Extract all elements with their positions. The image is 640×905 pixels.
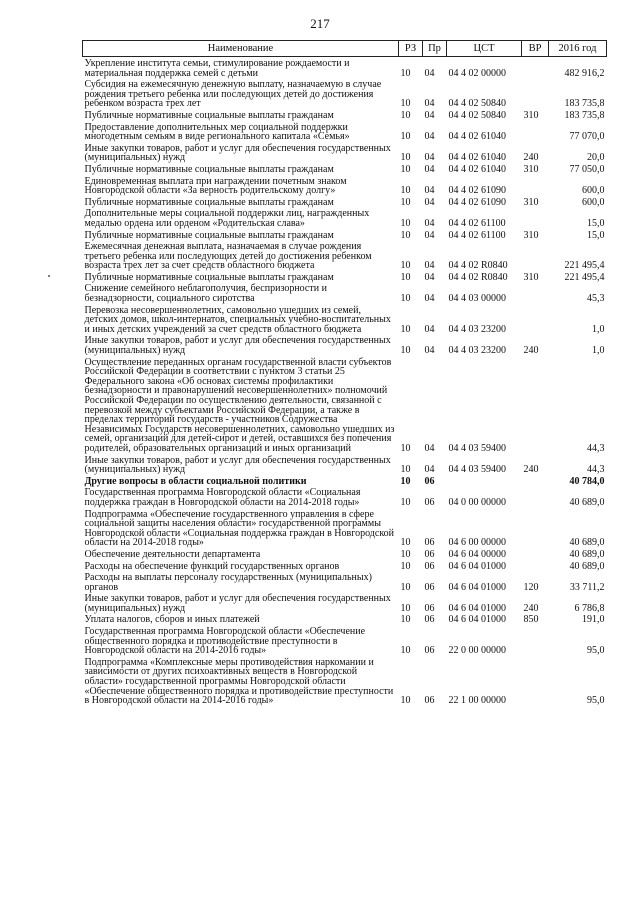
table-row <box>83 560 607 572</box>
cell-vr: 310 <box>523 109 539 121</box>
cell-rz: 10 <box>400 442 411 454</box>
cell-name: Публичные нормативные социальные выплаты гражданам <box>84 229 334 241</box>
cell-pr: 06 <box>424 537 435 549</box>
cell-amount: 600,0 <box>582 185 605 197</box>
cell-vr: 310 <box>523 163 539 175</box>
cell-rz: 10 <box>400 695 411 707</box>
scan-dot <box>48 275 50 277</box>
cell-cst: 04 4 03 59400 <box>448 464 506 476</box>
cell-name: Иные закупки товаров, работ и услуг для обеспечения государственных (муниципальных) нужд <box>84 142 391 164</box>
column-header-name: Наименование <box>83 41 399 57</box>
cell-rz: 10 <box>400 323 411 335</box>
cell-name: Публичные нормативные социальные выплаты гражданам <box>84 271 334 283</box>
cell-vr: 310 <box>523 229 539 241</box>
cell-name: Иные закупки товаров, работ и услуг для обеспечения государственных (муниципальных) нужд <box>84 454 391 476</box>
cell-rz: 10 <box>400 217 411 229</box>
cell-amount: 221 495,4 <box>564 260 605 272</box>
cell-rz: 10 <box>400 260 411 272</box>
table-row <box>83 163 607 175</box>
cell-amount: 20,0 <box>587 152 605 164</box>
cell-pr: 04 <box>424 260 435 272</box>
cell-cst: 04 4 02 R0840 <box>448 271 508 283</box>
cell-rz: 10 <box>400 614 411 626</box>
cell-amount: 95,0 <box>587 695 605 707</box>
column-header-cst: ЦСТ <box>447 41 522 57</box>
cell-vr <box>522 508 549 548</box>
table-row <box>83 271 607 283</box>
cell-rz: 10 <box>400 602 411 614</box>
cell-vr <box>522 656 549 706</box>
cell-rz: 10 <box>400 560 411 572</box>
cell-amount: 45,3 <box>587 293 605 305</box>
cell-name: Другие вопросы в области социальной политики <box>84 475 307 487</box>
cell-name: Дополнительные меры социальной поддержки лиц, награжденных медалью ордена или орденом «Родительская слава» <box>84 208 370 229</box>
table-header-row <box>83 41 607 57</box>
table-row <box>83 334 607 355</box>
cell-cst: 04 0 00 00000 <box>448 496 506 508</box>
cell-name: Обеспечение деятельности департамента <box>84 548 261 560</box>
cell-vr <box>522 121 549 142</box>
cell-pr: 06 <box>424 602 435 614</box>
cell-amount: 15,0 <box>587 229 605 241</box>
cell-rz: 10 <box>400 271 411 283</box>
cell-vr <box>522 486 549 507</box>
cell-vr: 240 <box>523 152 539 164</box>
cell-name: Ежемесячная денежная выплата, назначаемая в случае рождения третьего ребенка или последующих детей до достижения ребенком возраста трех лет за счет средств областного бюджета <box>84 241 372 272</box>
cell-cst: 04 6 04 01000 <box>448 602 506 614</box>
table-row <box>83 486 607 507</box>
cell-vr: 850 <box>523 614 539 626</box>
cell-rz: 10 <box>400 196 411 208</box>
cell-pr: 04 <box>424 109 435 121</box>
page-number: 217 <box>310 16 330 31</box>
cell-vr: 240 <box>523 464 539 476</box>
cell-amount: 1,0 <box>592 323 605 335</box>
cell-cst: 04 6 04 00000 <box>448 548 506 560</box>
budget-table <box>82 40 607 706</box>
cell-vr <box>522 625 549 656</box>
cell-pr: 06 <box>424 548 435 560</box>
cell-cst: 04 4 02 61040 <box>448 152 506 164</box>
cell-vr <box>522 304 549 335</box>
cell-cst: 04 4 02 50840 <box>448 109 506 121</box>
cell-name: Публичные нормативные социальные выплаты гражданам <box>84 109 334 121</box>
cell-amount: 44,3 <box>587 464 605 476</box>
cell-pr: 04 <box>424 67 435 79</box>
cell-rz: 10 <box>400 464 411 476</box>
cell-name: Осуществление переданных органам государственной власти субъектов Российской Федерации в соответствии с пунктом 3 статьи 25 Федерального закона «Об основах системы профилактики безнадзорности и правонарушений несовершеннолетних» полномочий Российской Федерации по осуществлению деятельности, связанной с перевозкой между субъектами Российской Федерации, а также в пределах территорий государств - участников Содружества Независимых Государств несовершеннолетних, самовольно ушедших из семей, организаций для детей-сирот и детей, оставшихся без попечения родителей, образовательных организаций и иных организаций <box>84 356 395 454</box>
table-row <box>83 454 607 475</box>
cell-pr: 06 <box>424 581 435 593</box>
cell-amount: 40 689,0 <box>569 548 605 560</box>
cell-rz: 10 <box>400 496 411 508</box>
cell-vr <box>522 57 549 79</box>
cell-rz: 10 <box>400 67 411 79</box>
cell-amount: 1,0 <box>592 345 605 357</box>
cell-pr: 04 <box>424 131 435 143</box>
column-header-year: 2016 год <box>549 41 607 57</box>
cell-cst: 04 4 02 61100 <box>448 229 506 241</box>
table-body <box>83 57 607 706</box>
cell-pr: 06 <box>424 560 435 572</box>
table-row <box>83 240 607 271</box>
cell-amount: 95,0 <box>587 645 605 657</box>
cell-amount: 33 711,2 <box>569 581 605 593</box>
cell-cst: 04 4 03 59400 <box>448 442 506 454</box>
cell-amount: 221 495,4 <box>564 271 605 283</box>
cell-rz: 10 <box>400 131 411 143</box>
cell-pr: 04 <box>424 185 435 197</box>
cell-cst: 22 0 00 00000 <box>448 645 506 657</box>
cell-vr <box>522 175 549 196</box>
cell-vr: 310 <box>523 271 539 283</box>
cell-name: Единовременная выплата при награждении почетным знаком Новгородской области «За верность родительскому долгу» <box>84 175 347 197</box>
table-row <box>83 109 607 121</box>
cell-pr: 06 <box>424 475 435 487</box>
cell-cst: 04 4 02 R0840 <box>448 260 508 272</box>
cell-pr: 04 <box>424 196 435 208</box>
column-header-pr: Пр <box>423 41 447 57</box>
cell-amount: 191,0 <box>582 614 605 626</box>
cell-vr <box>522 282 549 303</box>
cell-amount: 40 689,0 <box>569 560 605 572</box>
table-row <box>83 571 607 592</box>
cell-pr: 04 <box>424 323 435 335</box>
cell-name: Предоставление дополнительных мер социальной поддержки многодетным семьям в виде регионального капитала «Семья» <box>84 121 350 143</box>
cell-name: Подпрограмма «Обеспечение государственного управления в сфере социальной защиты населения области» государственной программы Новгородской области «Социальная поддержка граждан в Новгородской области на 2014-2018 годы» <box>84 508 395 549</box>
cell-rz: 10 <box>400 548 411 560</box>
cell-name: Перевозка несовершеннолетних, самовольно ушедших из семей, детских домов, школ-интернатов, специальных учебно-воспитательных и иных детских учреждений за счет средств областного бюджета <box>84 304 391 335</box>
cell-pr: 04 <box>424 464 435 476</box>
cell-amount: 183 735,8 <box>564 109 605 121</box>
cell-vr <box>522 475 549 487</box>
cell-cst: 04 6 04 01000 <box>448 560 506 572</box>
cell-pr: 06 <box>424 496 435 508</box>
cell-pr: 04 <box>424 229 435 241</box>
table-row <box>83 304 607 335</box>
cell-name: Иные закупки товаров, работ и услуг для обеспечения государственных (муниципальных) нужд <box>84 335 391 357</box>
cell-vr: 310 <box>523 196 539 208</box>
cell-cst: 04 4 02 61090 <box>448 196 506 208</box>
cell-cst: 04 6 00 00000 <box>448 537 506 549</box>
cell-vr <box>522 240 549 271</box>
cell-amount: 77 070,0 <box>569 131 605 143</box>
cell-name: Расходы на выплаты персоналу государственных (муниципальных) органов <box>84 572 372 593</box>
column-header-vr: ВР <box>522 41 549 57</box>
cell-name: Расходы на обеспечение функций государственных органов <box>84 560 340 572</box>
cell-name: Укрепление института семьи, стимулирование рождаемости и материальная поддержка семей с детьми <box>84 58 350 79</box>
cell-name: Публичные нормативные социальные выплаты гражданам <box>84 196 334 208</box>
table-row <box>83 78 607 109</box>
cell-cst: 04 6 04 01000 <box>448 614 506 626</box>
table-row <box>83 57 607 79</box>
cell-rz: 10 <box>400 98 411 110</box>
cell-pr: 06 <box>424 695 435 707</box>
cell-name: Иные закупки товаров, работ и услуг для обеспечения государственных (муниципальных) нужд <box>84 593 391 614</box>
cell-pr: 04 <box>424 442 435 454</box>
cell-vr <box>522 356 549 454</box>
cell-vr: 240 <box>523 602 539 614</box>
cell-vr: 120 <box>523 581 539 593</box>
table-row <box>83 229 607 241</box>
cell-name: Публичные нормативные социальные выплаты гражданам <box>84 163 334 175</box>
cell-rz: 10 <box>400 185 411 197</box>
cell-vr <box>522 548 549 560</box>
cell-pr: 04 <box>424 217 435 229</box>
cell-rz: 10 <box>400 109 411 121</box>
cell-rz: 10 <box>400 537 411 549</box>
cell-rz: 10 <box>400 475 411 487</box>
cell-cst: 04 4 03 23200 <box>448 345 506 357</box>
table-row <box>83 196 607 208</box>
cell-cst: 04 4 03 00000 <box>448 293 506 305</box>
table-row <box>83 592 607 613</box>
cell-pr: 04 <box>424 345 435 357</box>
column-header-rz: РЗ <box>399 41 423 57</box>
cell-cst: 04 4 02 61100 <box>448 217 506 229</box>
table-row <box>83 475 607 487</box>
cell-name: Уплата налогов, сборов и иных платежей <box>84 614 260 626</box>
cell-amount: 77 050,0 <box>569 163 605 175</box>
cell-cst <box>447 475 522 487</box>
cell-name: Снижение семейного неблагополучия, беспризорности и безнадзорности, социального сиротства <box>84 283 327 305</box>
cell-amount: 6 786,8 <box>574 602 605 614</box>
cell-amount: 40 689,0 <box>569 496 605 508</box>
table-row <box>83 142 607 163</box>
table-row <box>83 625 607 656</box>
cell-pr: 06 <box>424 645 435 657</box>
cell-name: Государственная программа Новгородской области «Социальная поддержка граждан в Новгородской области на 2014-2018 годы» <box>84 487 361 508</box>
table-row <box>83 356 607 454</box>
cell-amount: 482 916,2 <box>564 67 605 79</box>
table-row <box>83 207 607 228</box>
cell-pr: 06 <box>424 614 435 626</box>
table-row <box>83 175 607 196</box>
table-row <box>83 656 607 706</box>
cell-pr: 04 <box>424 271 435 283</box>
cell-amount: 15,0 <box>587 217 605 229</box>
cell-rz: 10 <box>400 163 411 175</box>
cell-rz: 10 <box>400 152 411 164</box>
cell-cst: 22 1 00 00000 <box>448 695 506 707</box>
cell-amount: 44,3 <box>587 442 605 454</box>
cell-rz: 10 <box>400 229 411 241</box>
cell-cst: 04 4 02 00000 <box>448 67 506 79</box>
cell-name: Государственная программа Новгородской области «Обеспечение общественного порядка и противодействие преступности в Новгородской области на 2014-2016 годы» <box>84 626 366 657</box>
cell-cst: 04 4 03 23200 <box>448 323 506 335</box>
cell-cst: 04 4 02 61040 <box>448 131 506 143</box>
table-row <box>83 508 607 548</box>
cell-amount: 40 689,0 <box>569 537 605 549</box>
cell-cst: 04 4 02 61040 <box>448 163 506 175</box>
cell-rz: 10 <box>400 293 411 305</box>
cell-cst: 04 6 04 01000 <box>448 581 506 593</box>
cell-rz: 10 <box>400 581 411 593</box>
table-row <box>83 548 607 560</box>
cell-name: Подпрограмма «Комплексные меры противодействия наркомании и зависимости от других психоактивных веществ в Новгородской области» государственной программы Новгородской области «Обеспечение общественного порядка и противодействие преступности в Новгородской области на 2014-2016 годы» <box>84 656 394 707</box>
cell-amount: 183 735,8 <box>564 98 605 110</box>
cell-vr <box>522 207 549 228</box>
cell-cst: 04 4 02 61090 <box>448 185 506 197</box>
cell-name: Субсидия на ежемесячную денежную выплату, назначаемую в случае рождения третьего ребенка или последующих детей до достижения ребенком возраста трех лет <box>84 79 382 110</box>
cell-pr: 04 <box>424 152 435 164</box>
cell-vr <box>522 78 549 109</box>
cell-pr: 04 <box>424 98 435 110</box>
cell-rz: 10 <box>400 345 411 357</box>
cell-vr: 240 <box>523 345 539 357</box>
cell-vr <box>522 560 549 572</box>
cell-pr: 04 <box>424 293 435 305</box>
table-row <box>83 282 607 303</box>
cell-amount: 40 784,0 <box>569 475 605 487</box>
table-row <box>83 613 607 625</box>
table-row <box>83 121 607 142</box>
cell-cst: 04 4 02 50840 <box>448 98 506 110</box>
cell-rz: 10 <box>400 645 411 657</box>
cell-amount: 600,0 <box>582 196 605 208</box>
cell-pr: 04 <box>424 163 435 175</box>
